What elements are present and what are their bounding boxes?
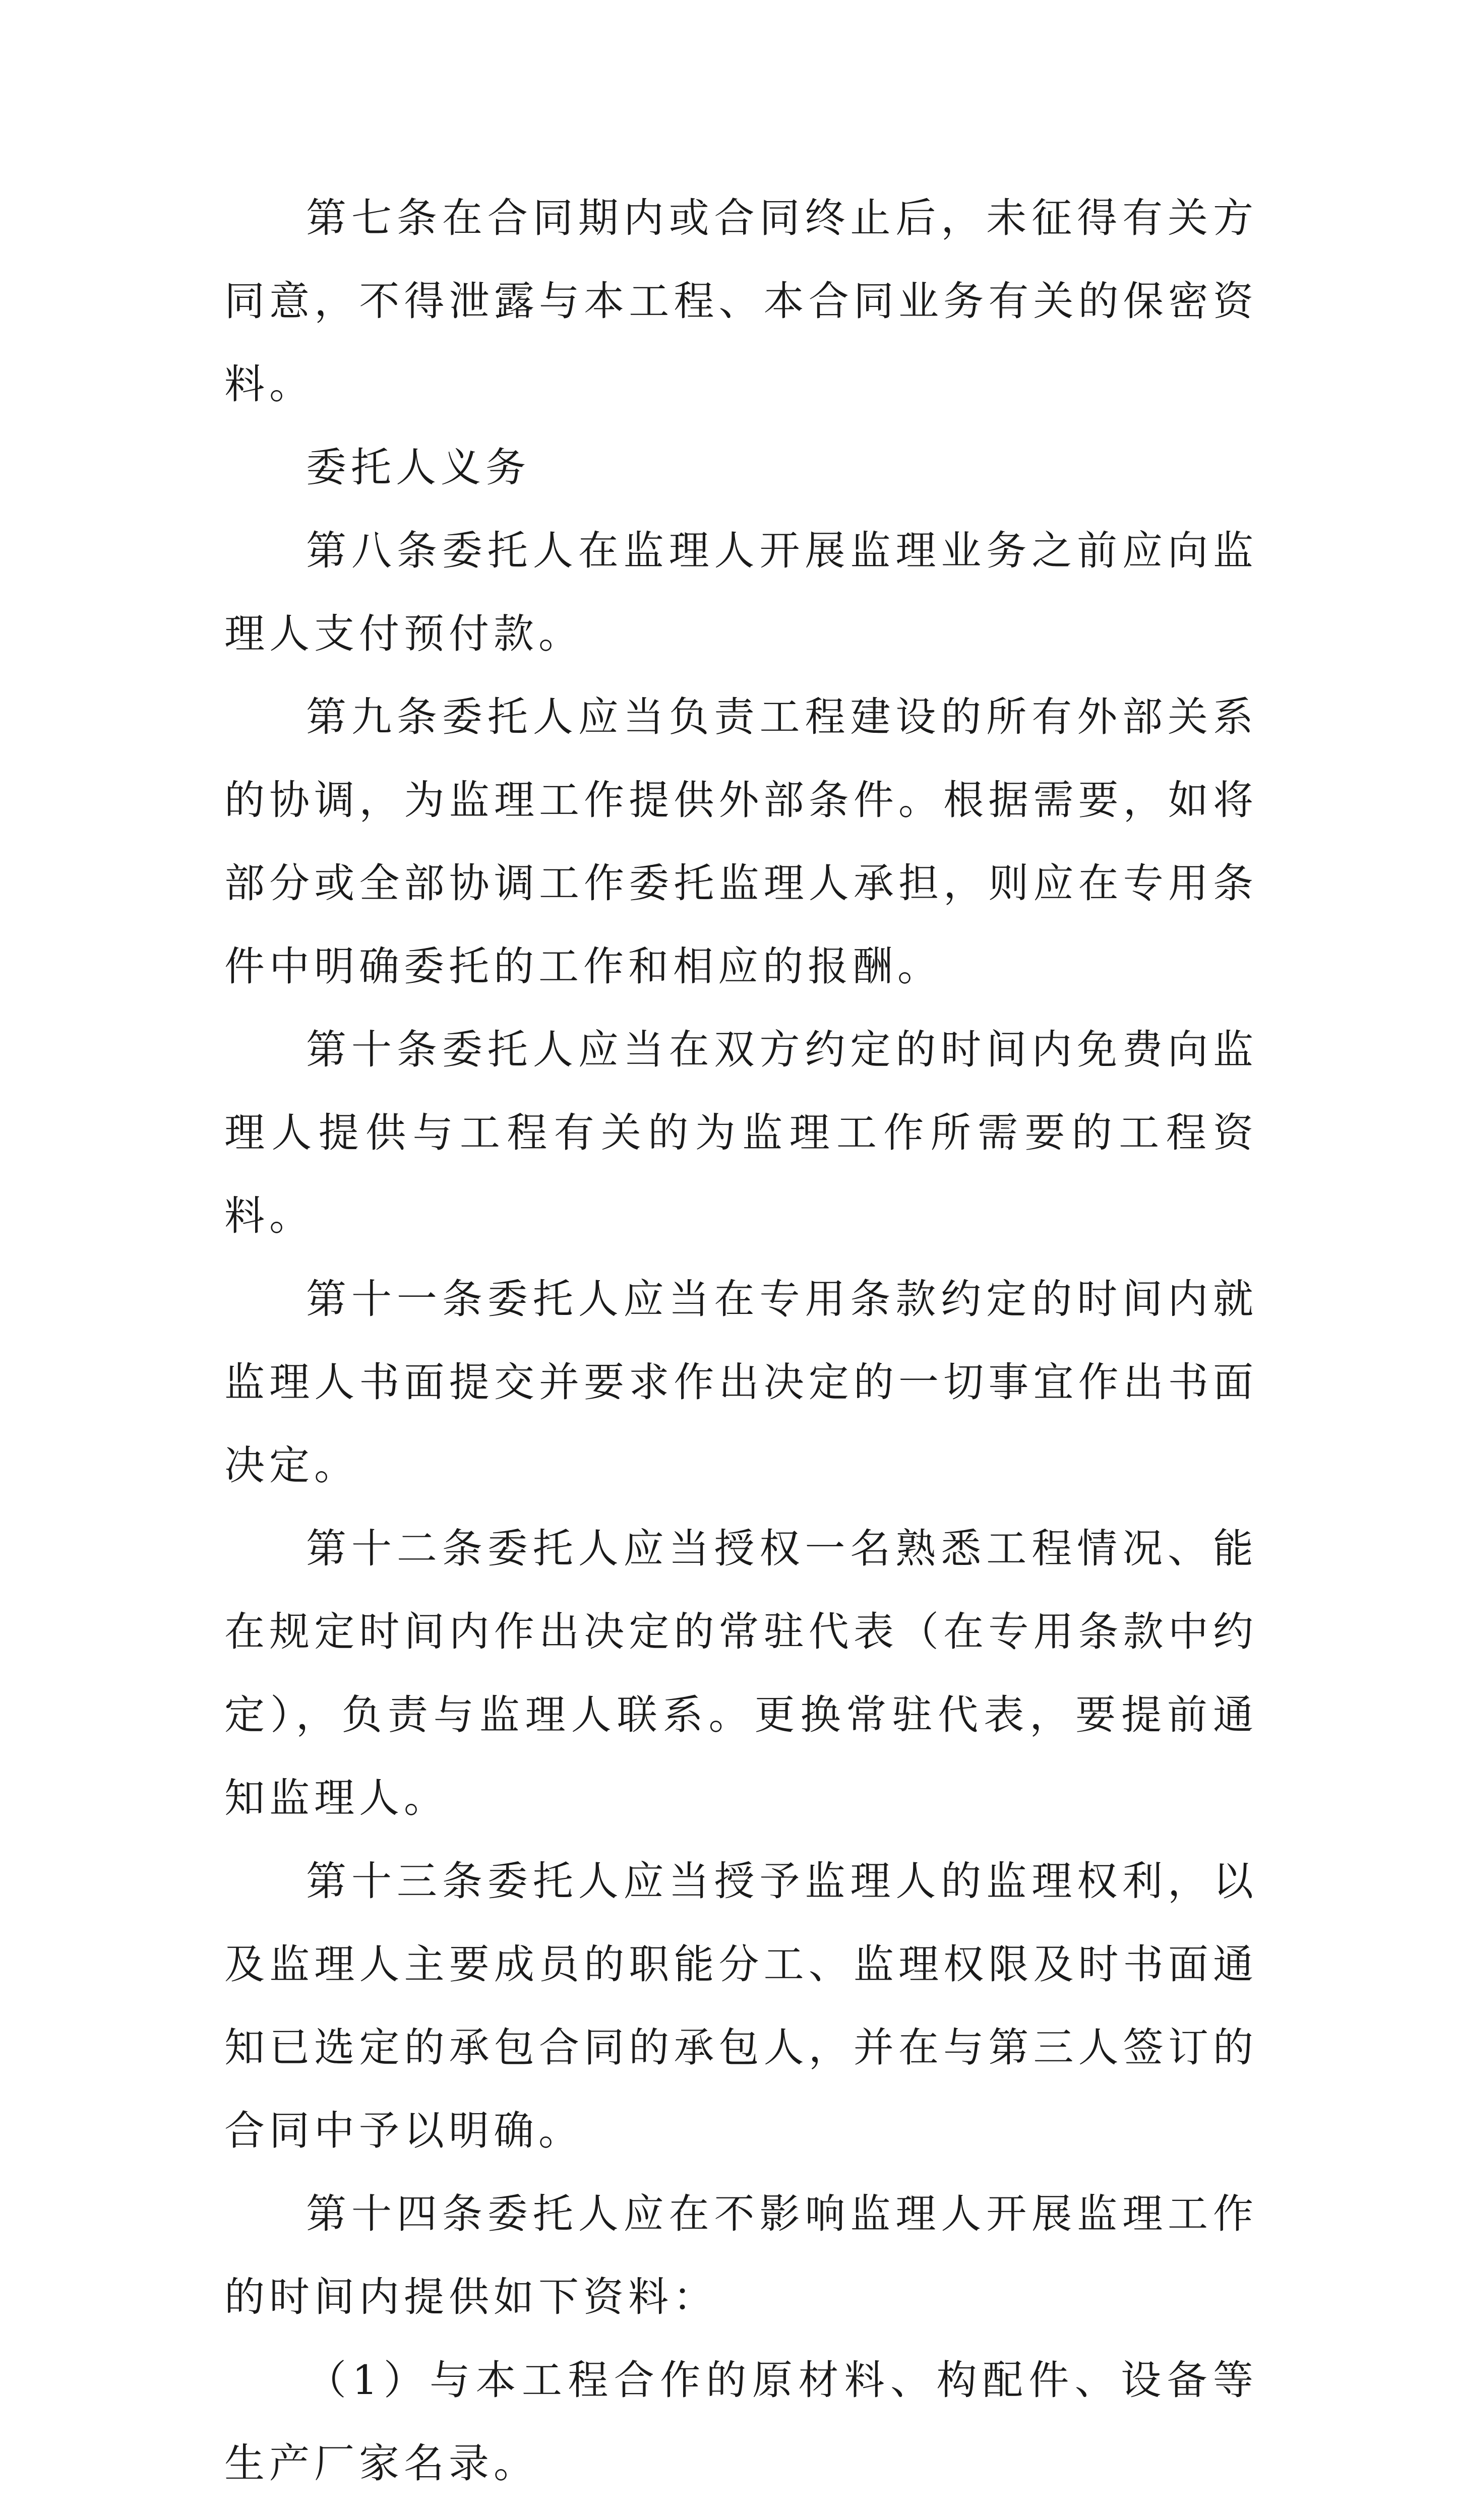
paragraph-article-14: 第十四条委托人应在不影响监理人开展监理工作的时间内提供如下资料： bbox=[224, 2190, 1258, 2320]
paragraph-article-8: 第八条委托人在监理人开展监理业务之前应向监理人支付预付款。 bbox=[224, 527, 1258, 657]
paragraph-article-11: 第十一条委托人应当在专用条款约定的时间内就监理人书面提交并要求作出决定的一切事宜作出书面决定。 bbox=[224, 1276, 1258, 1489]
list-item-1: （1）与本工程合作的原材料、构配件、设备等生产厂家名录。 bbox=[224, 2357, 1258, 2487]
paragraph-article-12: 第十二条委托人应当授权一名熟悉工程情况、能在规定时间内作出决定的常驻代表（在专用条款中约定），负责与监理人联系。更换常驻代表，要提前通知监理人。 bbox=[224, 1525, 1258, 1821]
paragraph-article-10: 第十条委托人应当在双方约定的时间内免费向监理人提供与工程有关的为监理工作所需要的工程资料。 bbox=[224, 1026, 1258, 1239]
list-item-2 bbox=[224, 2505, 1258, 2520]
document-page bbox=[224, 176, 1258, 2520]
paragraph-article-7: 第七条在合同期内或合同终止后，未征得有关方同意，不得泄露与本工程、本合同业务有关的保密资料。 bbox=[224, 195, 1258, 408]
paragraph-article-9: 第九条委托人应当负责工程建设的所有外部关系的协调，为监理工作提供外部条件。根据需要，如将部分或全部协调工作委托监理人承担，则应在专用条件中明确委托的工作和相应的报酬。 bbox=[224, 694, 1258, 990]
section-heading-client-obligations: 委托人义务 bbox=[306, 444, 530, 491]
paragraph-article-13: 第十三条委托人应当授予监理人的监理权利，以及监理人主要成员的职能分工、监理权限及时书面通知已选定的承包合同的承包人，并在与第三人签订的合同中予以明确。 bbox=[224, 1858, 1258, 2154]
